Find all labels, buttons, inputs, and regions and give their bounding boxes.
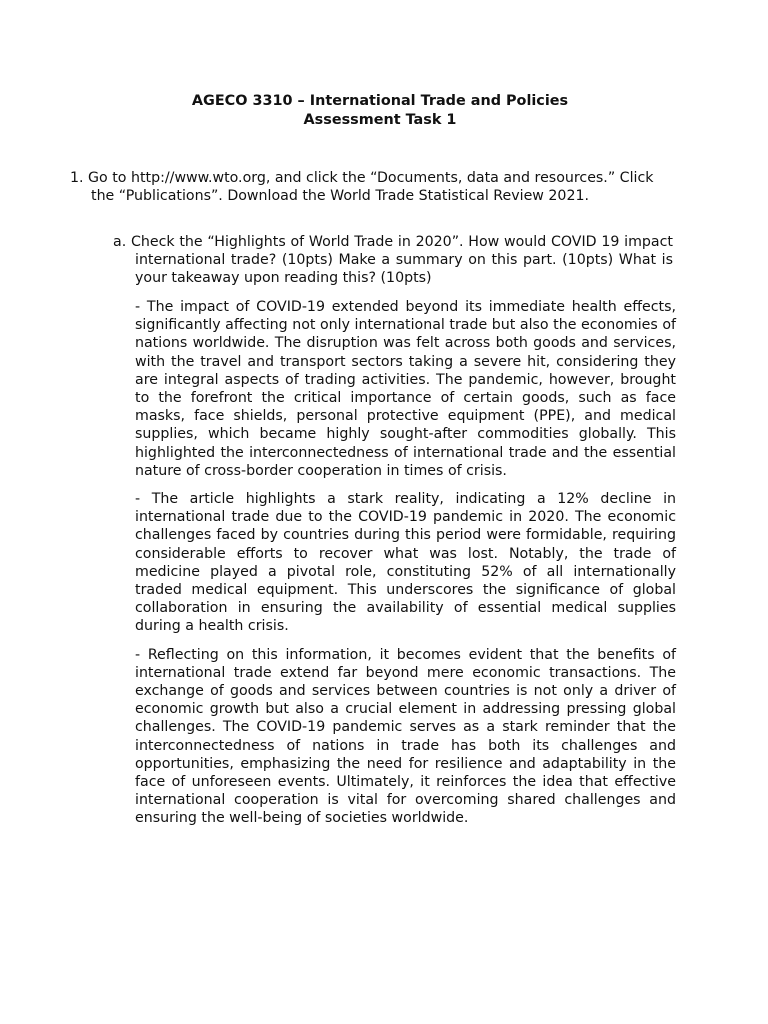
answer-paragraph-3: - Reflecting on this information, it becomes evident that the benefits of international trade extend far beyond mere economic transactions. The exchange of goods and services between countries is not only a driver of economic growth but also a crucial element in addressing pressing global challenges. The COVID-19 pandemic serves as a stark reminder that the interconnectedness of nations in trade has both its challenges and opportunities, emphasizing the need for resilience and adaptability in the face of unforeseen events. Ultimately, it reinforces the idea that effective international cooperation is vital for overcoming shared challenges and ensuring the well-being of societies worldwide. <box>135 646 676 827</box>
title-course: AGECO 3310 – International Trade and Policies <box>191 93 569 109</box>
answer-section <box>135 298 676 838</box>
question-1a <box>113 233 673 288</box>
document-title <box>0 92 760 130</box>
answer-paragraph-2: - The article highlights a stark reality, indicating a 12% decline in international trade due to the COVID-19 pandemic in 2020. The economic challenges faced by countries during this period were formidable, requiring considerable efforts to recover what was lost. Notably, the trade of medicine played a pivotal role, constituting 52% of all internationally traded medical equipment. This underscores the significance of global collaboration in ensuring the availability of essential medical supplies during a health crisis. <box>135 491 676 635</box>
question-1a-text: a. Check the “Highlights of World Trade in 2020”. How would COVID 19 impact international trade? (10pts) Make a summary on this part. (10pts) What is your takeaway upon reading this? (10pts) <box>113 234 673 287</box>
question-1 <box>70 169 670 205</box>
title-task: Assessment Task 1 <box>303 112 457 128</box>
question-1-text: 1. Go to http://www.wto.org, and click the “Documents, data and resources.” Click the “Publications”. Download the World Trade Statistical Review 2021. <box>70 170 654 205</box>
answer-paragraph-1: - The impact of COVID-19 extended beyond its immediate health effects, significantly affecting not only international trade but also the economies of nations worldwide. The disruption was felt across both goods and services, with the travel and transport sectors taking a severe hit, considering they are integral aspects of trading activities. The pandemic, however, brought to the forefront the critical importance of certain goods, such as face masks, face shields, personal protective equipment (PPE), and medical supplies, which became highly sought-after commodities globally. This highlighted the interconnectedness of international trade and the essential nature of cross-border cooperation in times of crisis. <box>135 299 676 479</box>
